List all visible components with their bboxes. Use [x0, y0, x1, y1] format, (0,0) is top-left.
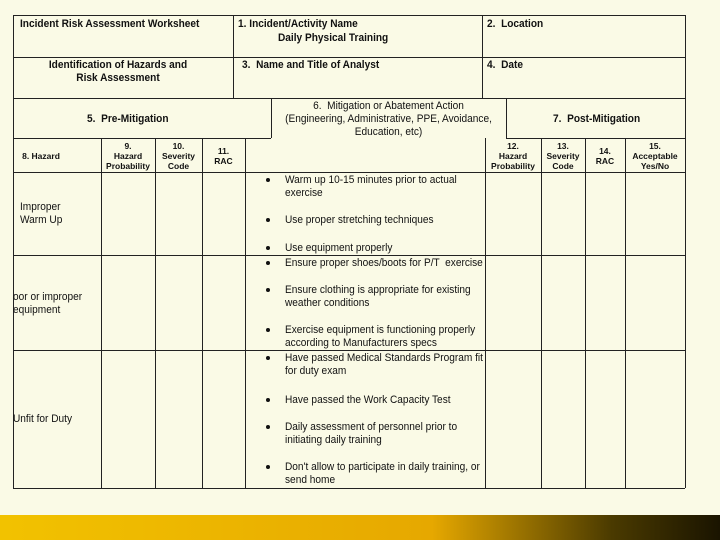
- grid-line: [155, 138, 156, 488]
- mitigation-action: Use equipment properly: [285, 242, 393, 254]
- hazard-name: Improper Warm Up: [20, 201, 63, 226]
- pre-mitigation-heading: 5. Pre-Mitigation: [87, 113, 169, 125]
- hazard-name: oor or improper equipment: [13, 291, 83, 316]
- mitigation-action: Daily assessment of personnel prior to initiating daily training: [285, 421, 458, 446]
- hazard-name: Unfit for Duty: [13, 413, 73, 425]
- location-label: 2. Location: [487, 18, 544, 30]
- incident-value: Daily Physical Training: [278, 32, 389, 44]
- grid-line: [13, 98, 685, 99]
- grid-line: [245, 138, 246, 488]
- grid-line: [13, 488, 685, 489]
- col-rac: 11. RAC: [214, 146, 233, 166]
- date-label: 4. Date: [487, 59, 524, 71]
- col-post-severity-code: 13. Severity Code: [546, 141, 580, 171]
- grid-line: [233, 15, 234, 98]
- incident-label: 1. Incident/Activity Name: [238, 18, 358, 30]
- mitigation-action: Warm up 10-15 minutes prior to actual exercise: [285, 174, 457, 199]
- bullet-icon: [266, 398, 270, 402]
- col-hazard-probability: 9. Hazard Probability: [106, 141, 150, 171]
- post-mitigation-heading: 7. Post-Mitigation: [553, 113, 641, 125]
- col-post-hazard-probability: 12. Hazard Probability: [491, 141, 535, 171]
- bullet-icon: [266, 328, 270, 332]
- grid-line: [585, 138, 586, 488]
- bullet-icon: [266, 465, 270, 469]
- grid-line: [506, 98, 507, 138]
- hazard-identification-label: Identification of Hazards and Risk Assessment: [48, 59, 188, 84]
- grid-line: [506, 138, 685, 139]
- mitigation-action: Have passed the Work Capacity Test: [285, 394, 451, 406]
- grid-line: [685, 15, 686, 488]
- mitigation-action: Ensure proper shoes/boots for P/T exercise: [285, 257, 483, 269]
- mitigation-action: Exercise equipment is functioning properly according to Manufacturers specs: [285, 324, 476, 349]
- grid-line: [482, 15, 483, 98]
- bullet-icon: [266, 246, 270, 250]
- grid-line: [625, 138, 626, 488]
- grid-line: [541, 138, 542, 488]
- analyst-label: 3. Name and Title of Analyst: [242, 59, 380, 71]
- col-hazard: 8. Hazard: [22, 151, 60, 161]
- col-post-rac: 14. RAC: [595, 146, 615, 166]
- mitigation-heading: 6. Mitigation or Abatement Action (Engineering, Administrative, PPE, Avoidance, Education, etc): [285, 100, 492, 138]
- grid-line: [485, 138, 486, 488]
- col-severity-code: 10. Severity Code: [161, 141, 196, 171]
- grid-line: [13, 15, 685, 16]
- bullet-icon: [266, 356, 270, 360]
- bullet-icon: [266, 425, 270, 429]
- mitigation-action: Use proper stretching techniques: [285, 214, 434, 226]
- footer-decorative-bar: [0, 515, 720, 540]
- bullet-icon: [266, 288, 270, 292]
- bullet-icon: [266, 261, 270, 265]
- worksheet-title: Incident Risk Assessment Worksheet: [20, 18, 200, 30]
- col-acceptable: 15. Acceptable Yes/No: [632, 141, 678, 171]
- mitigation-action: Have passed Medical Standards Program fit for duty exam: [285, 352, 484, 377]
- grid-line: [271, 98, 272, 138]
- mitigation-action: Ensure clothing is appropriate for existing weather conditions: [285, 284, 471, 309]
- bullet-icon: [266, 218, 270, 222]
- grid-line: [13, 138, 271, 139]
- bullet-icon: [266, 178, 270, 182]
- grid-line: [101, 138, 102, 488]
- grid-line: [13, 57, 685, 58]
- grid-line: [202, 138, 203, 488]
- mitigation-action: Don't allow to participate in daily training, or send home: [285, 461, 480, 486]
